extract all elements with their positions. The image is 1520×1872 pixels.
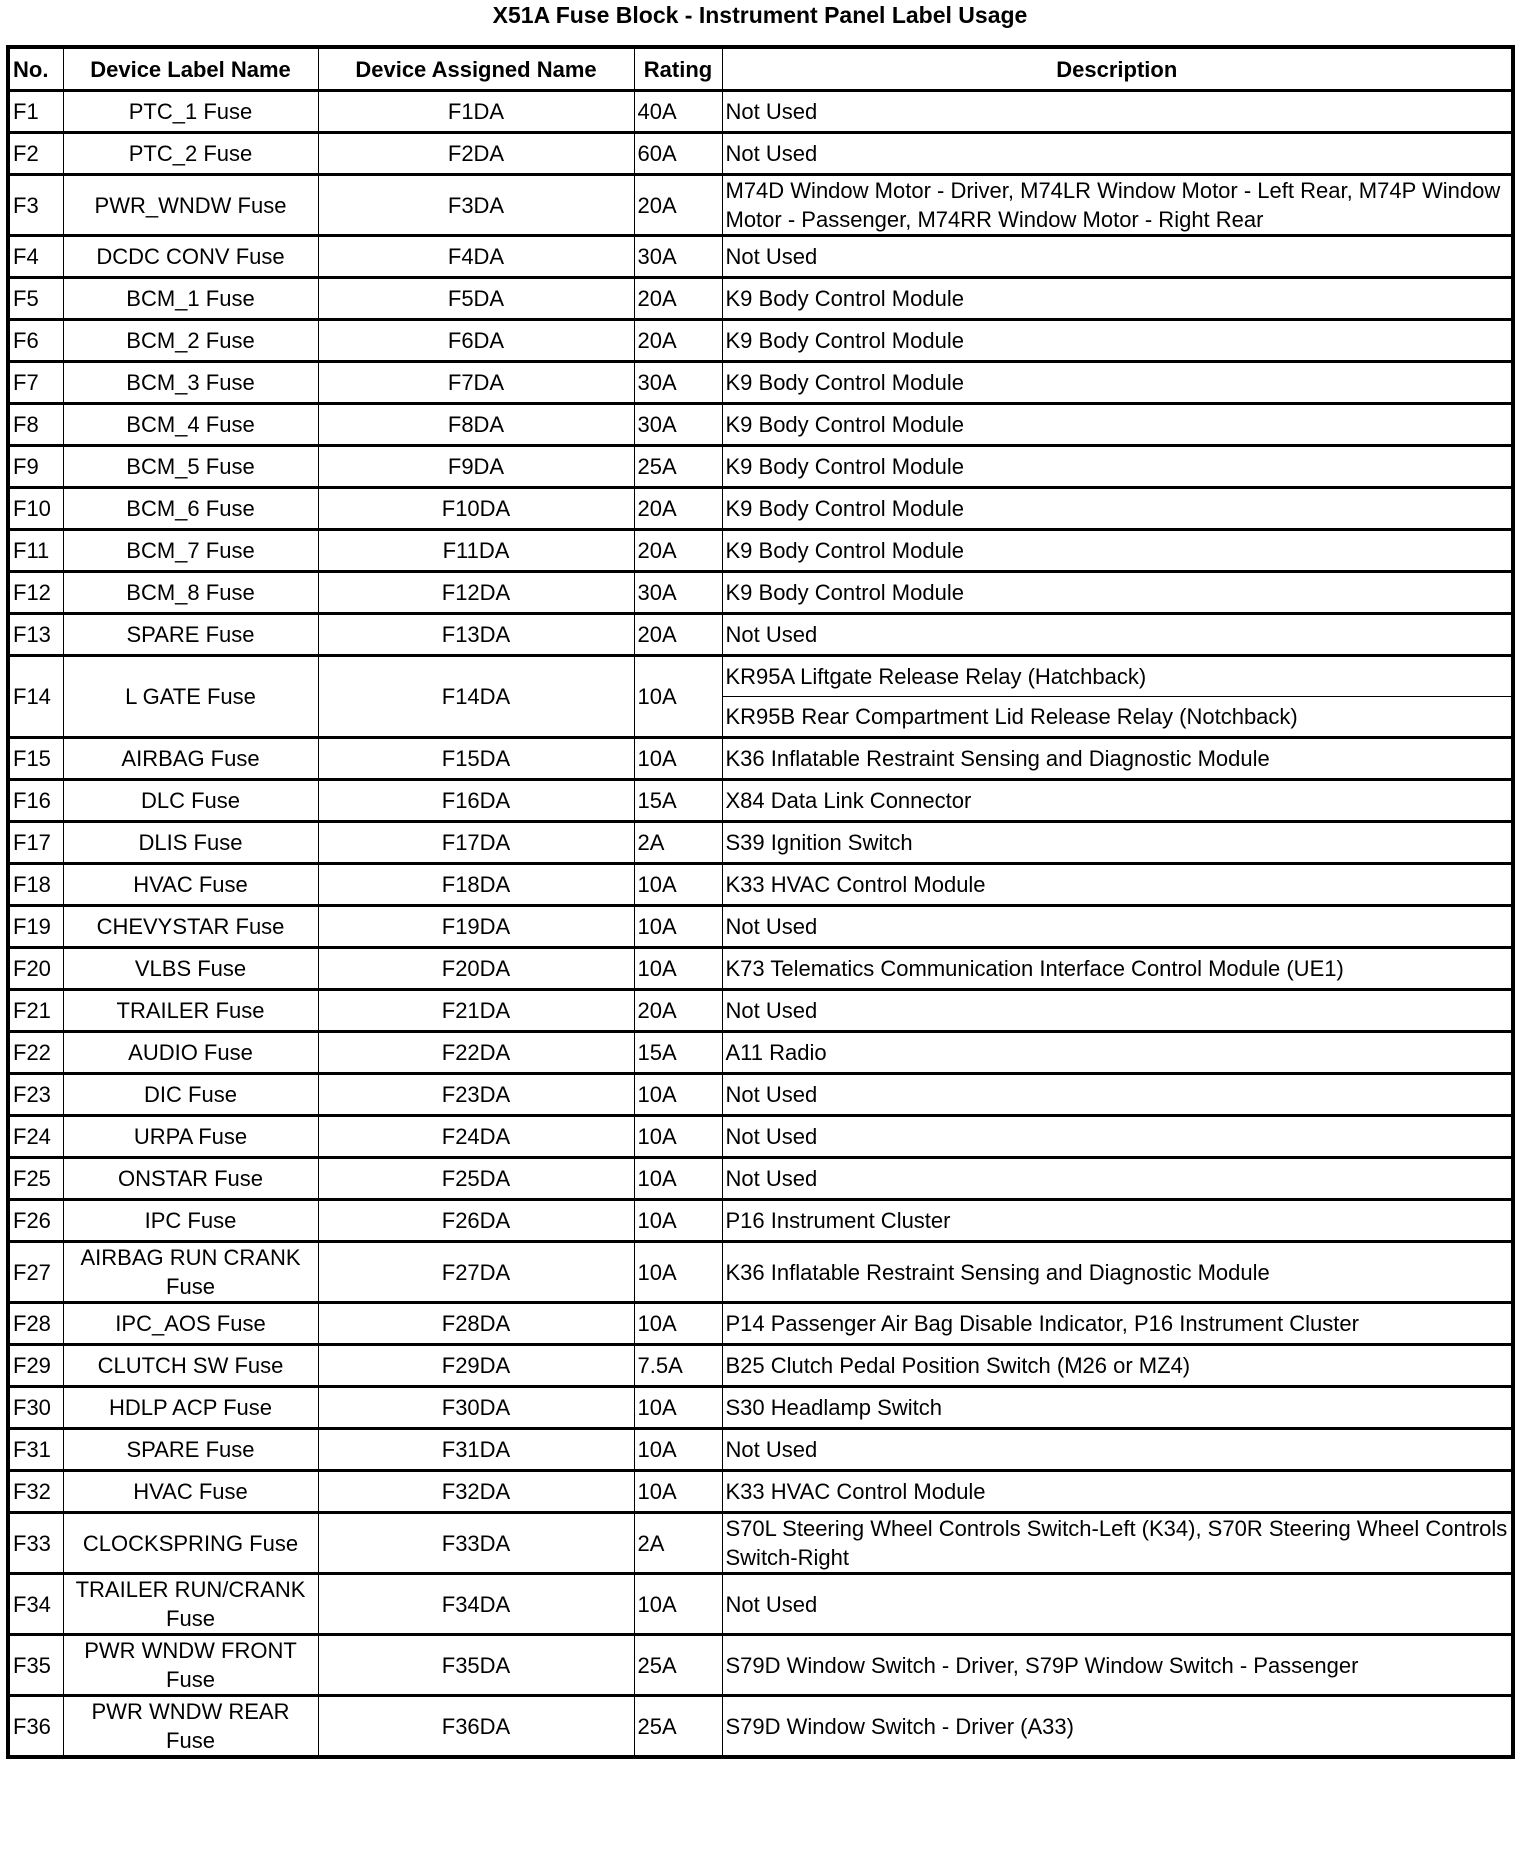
fuse-number: F19: [8, 906, 63, 948]
description: Not Used: [722, 236, 1513, 278]
fuse-number: F6: [8, 320, 63, 362]
device-label-name: PTC_2 Fuse: [63, 133, 318, 175]
rating: 10A: [634, 738, 722, 780]
device-label-name: CHEVYSTAR Fuse: [63, 906, 318, 948]
device-label-name: BCM_5 Fuse: [63, 446, 318, 488]
description: Not Used: [722, 1116, 1513, 1158]
device-assigned-name: F32DA: [318, 1471, 634, 1513]
device-assigned-name: F36DA: [318, 1696, 634, 1758]
device-label-name: L GATE Fuse: [63, 656, 318, 738]
device-label-name: IPC Fuse: [63, 1200, 318, 1242]
device-assigned-name: F5DA: [318, 278, 634, 320]
rating: 20A: [634, 488, 722, 530]
device-label-name: SPARE Fuse: [63, 1429, 318, 1471]
device-label-name: ONSTAR Fuse: [63, 1158, 318, 1200]
fuse-number: F31: [8, 1429, 63, 1471]
device-label-name: TRAILER RUN/CRANK Fuse: [63, 1574, 318, 1635]
rating: 30A: [634, 236, 722, 278]
rating: 10A: [634, 1387, 722, 1429]
device-assigned-name: F11DA: [318, 530, 634, 572]
fuse-number: F4: [8, 236, 63, 278]
fuse-number: F5: [8, 278, 63, 320]
rating: 20A: [634, 530, 722, 572]
fuse-number: F34: [8, 1574, 63, 1635]
device-assigned-name: F27DA: [318, 1242, 634, 1303]
table-row: [8, 1345, 1513, 1387]
description: Not Used: [722, 91, 1513, 133]
device-assigned-name: F10DA: [318, 488, 634, 530]
fuse-number: F11: [8, 530, 63, 572]
table-row: [8, 133, 1513, 175]
device-assigned-name: F12DA: [318, 572, 634, 614]
device-label-name: BCM_8 Fuse: [63, 572, 318, 614]
device-assigned-name: F29DA: [318, 1345, 634, 1387]
table-row: [8, 656, 1513, 697]
fuse-number: F36: [8, 1696, 63, 1758]
description: S79D Window Switch - Driver (A33): [722, 1696, 1513, 1758]
table-row: [8, 572, 1513, 614]
description: K9 Body Control Module: [722, 488, 1513, 530]
rating: 10A: [634, 948, 722, 990]
rating: 15A: [634, 780, 722, 822]
fuse-number: F10: [8, 488, 63, 530]
table-row: [8, 990, 1513, 1032]
device-assigned-name: F4DA: [318, 236, 634, 278]
table-row: [8, 738, 1513, 780]
fuse-number: F35: [8, 1635, 63, 1696]
rating: 2A: [634, 822, 722, 864]
device-label-name: CLOCKSPRING Fuse: [63, 1513, 318, 1574]
fuse-number: F16: [8, 780, 63, 822]
rating: 20A: [634, 614, 722, 656]
device-assigned-name: F15DA: [318, 738, 634, 780]
device-assigned-name: F17DA: [318, 822, 634, 864]
fuse-number: F7: [8, 362, 63, 404]
document-title: X51A Fuse Block - Instrument Panel Label Usage: [492, 2, 1028, 28]
device-assigned-name: F1DA: [318, 91, 634, 133]
device-assigned-name: F22DA: [318, 1032, 634, 1074]
description: Not Used: [722, 614, 1513, 656]
table-row: [8, 1200, 1513, 1242]
fuse-number: F27: [8, 1242, 63, 1303]
fuse-number: F2: [8, 133, 63, 175]
header-no: No.: [8, 47, 63, 91]
fuse-number: F26: [8, 1200, 63, 1242]
table-row: [8, 404, 1513, 446]
device-assigned-name: F21DA: [318, 990, 634, 1032]
rating: 30A: [634, 404, 722, 446]
rating: 25A: [634, 446, 722, 488]
table-row: [8, 1074, 1513, 1116]
device-assigned-name: F6DA: [318, 320, 634, 362]
table-row: [8, 906, 1513, 948]
rating: 20A: [634, 175, 722, 236]
rating: 10A: [634, 1303, 722, 1345]
fuse-number: F1: [8, 91, 63, 133]
device-label-name: AIRBAG RUN CRANK Fuse: [63, 1242, 318, 1303]
fuse-number: F12: [8, 572, 63, 614]
description: M74D Window Motor - Driver, M74LR Window Motor - Left Rear, M74P Window Motor - Passenger, M74RR Window Motor - Right Rear: [722, 175, 1513, 236]
description: Not Used: [722, 1158, 1513, 1200]
device-label-name: PWR_WNDW Fuse: [63, 175, 318, 236]
rating: 25A: [634, 1696, 722, 1758]
table-row: [8, 1303, 1513, 1345]
device-label-name: HVAC Fuse: [63, 864, 318, 906]
device-label-name: AIRBAG Fuse: [63, 738, 318, 780]
table-row: [8, 1158, 1513, 1200]
device-label-name: CLUTCH SW Fuse: [63, 1345, 318, 1387]
description: B25 Clutch Pedal Position Switch (M26 or MZ4): [722, 1345, 1513, 1387]
fuse-number: F18: [8, 864, 63, 906]
device-label-name: DIC Fuse: [63, 1074, 318, 1116]
description: K33 HVAC Control Module: [722, 864, 1513, 906]
description: S70L Steering Wheel Controls Switch-Left (K34), S70R Steering Wheel Controls Switch-Right: [722, 1513, 1513, 1574]
table-row: [8, 1574, 1513, 1635]
table-row: [8, 1032, 1513, 1074]
description: P16 Instrument Cluster: [722, 1200, 1513, 1242]
fuse-table: [6, 45, 1515, 1759]
table-row: [8, 1429, 1513, 1471]
description: K9 Body Control Module: [722, 278, 1513, 320]
table-row: [8, 236, 1513, 278]
device-assigned-name: F18DA: [318, 864, 634, 906]
device-label-name: HVAC Fuse: [63, 1471, 318, 1513]
rating: 30A: [634, 362, 722, 404]
header-label: Device Label Name: [63, 47, 318, 91]
fuse-number: F3: [8, 175, 63, 236]
description: K9 Body Control Module: [722, 446, 1513, 488]
description: Not Used: [722, 906, 1513, 948]
table-row: [8, 1635, 1513, 1696]
device-assigned-name: F19DA: [318, 906, 634, 948]
table-row: [8, 446, 1513, 488]
description: Not Used: [722, 1429, 1513, 1471]
fuse-number: F24: [8, 1116, 63, 1158]
rating: 10A: [634, 864, 722, 906]
device-label-name: PWR WNDW REAR Fuse: [63, 1696, 318, 1758]
rating: 10A: [634, 1471, 722, 1513]
device-assigned-name: F3DA: [318, 175, 634, 236]
rating: 20A: [634, 278, 722, 320]
fuse-number: F23: [8, 1074, 63, 1116]
device-label-name: BCM_1 Fuse: [63, 278, 318, 320]
fuse-number: F32: [8, 1471, 63, 1513]
header-assigned: Device Assigned Name: [318, 47, 634, 91]
device-label-name: BCM_7 Fuse: [63, 530, 318, 572]
rating: 2A: [634, 1513, 722, 1574]
device-assigned-name: F7DA: [318, 362, 634, 404]
header-rating: Rating: [634, 47, 722, 91]
fuse-number: F17: [8, 822, 63, 864]
description: K73 Telematics Communication Interface Control Module (UE1): [722, 948, 1513, 990]
device-label-name: DLIS Fuse: [63, 822, 318, 864]
rating: 10A: [634, 1429, 722, 1471]
description: A11 Radio: [722, 1032, 1513, 1074]
device-label-name: DLC Fuse: [63, 780, 318, 822]
device-assigned-name: F20DA: [318, 948, 634, 990]
fuse-number: F25: [8, 1158, 63, 1200]
device-label-name: IPC_AOS Fuse: [63, 1303, 318, 1345]
device-assigned-name: F13DA: [318, 614, 634, 656]
device-assigned-name: F25DA: [318, 1158, 634, 1200]
table-row: [8, 1387, 1513, 1429]
rating: 15A: [634, 1032, 722, 1074]
device-label-name: BCM_2 Fuse: [63, 320, 318, 362]
device-assigned-name: F24DA: [318, 1116, 634, 1158]
table-row: [8, 175, 1513, 236]
description: K9 Body Control Module: [722, 404, 1513, 446]
description: K9 Body Control Module: [722, 320, 1513, 362]
table-row: [8, 91, 1513, 133]
description: K9 Body Control Module: [722, 530, 1513, 572]
table-row: [8, 362, 1513, 404]
device-assigned-name: F9DA: [318, 446, 634, 488]
device-assigned-name: F31DA: [318, 1429, 634, 1471]
device-assigned-name: F23DA: [318, 1074, 634, 1116]
device-assigned-name: F33DA: [318, 1513, 634, 1574]
table-row: [8, 278, 1513, 320]
device-label-name: PTC_1 Fuse: [63, 91, 318, 133]
table-row: [8, 1242, 1513, 1303]
rating: 20A: [634, 320, 722, 362]
device-assigned-name: F28DA: [318, 1303, 634, 1345]
table-row: [8, 1513, 1513, 1574]
table-row: [8, 1116, 1513, 1158]
device-assigned-name: F34DA: [318, 1574, 634, 1635]
fuse-number: F20: [8, 948, 63, 990]
fuse-number: F13: [8, 614, 63, 656]
table-row: [8, 822, 1513, 864]
description: Not Used: [722, 133, 1513, 175]
table-row: [8, 320, 1513, 362]
rating: 20A: [634, 990, 722, 1032]
device-assigned-name: F14DA: [318, 656, 634, 738]
fuse-number: F33: [8, 1513, 63, 1574]
device-label-name: VLBS Fuse: [63, 948, 318, 990]
fuse-number: F9: [8, 446, 63, 488]
description: S39 Ignition Switch: [722, 822, 1513, 864]
device-label-name: URPA Fuse: [63, 1116, 318, 1158]
description: K36 Inflatable Restraint Sensing and Diagnostic Module: [722, 1242, 1513, 1303]
fuse-number: F14: [8, 656, 63, 738]
description: K36 Inflatable Restraint Sensing and Diagnostic Module: [722, 738, 1513, 780]
description: P14 Passenger Air Bag Disable Indicator, P16 Instrument Cluster: [722, 1303, 1513, 1345]
table-row: [8, 780, 1513, 822]
fuse-number: F21: [8, 990, 63, 1032]
device-assigned-name: F30DA: [318, 1387, 634, 1429]
rating: 30A: [634, 572, 722, 614]
device-label-name: AUDIO Fuse: [63, 1032, 318, 1074]
fuse-number: F22: [8, 1032, 63, 1074]
description: Not Used: [722, 990, 1513, 1032]
rating: 10A: [634, 656, 722, 738]
device-assigned-name: F2DA: [318, 133, 634, 175]
device-assigned-name: F26DA: [318, 1200, 634, 1242]
description: X84 Data Link Connector: [722, 780, 1513, 822]
fuse-number: F30: [8, 1387, 63, 1429]
rating: 25A: [634, 1635, 722, 1696]
header-description: Description: [722, 47, 1513, 91]
table-row: [8, 948, 1513, 990]
device-label-name: TRAILER Fuse: [63, 990, 318, 1032]
device-label-name: BCM_3 Fuse: [63, 362, 318, 404]
fuse-number: F8: [8, 404, 63, 446]
rating: 10A: [634, 1074, 722, 1116]
device-label-name: BCM_6 Fuse: [63, 488, 318, 530]
rating: 10A: [634, 906, 722, 948]
device-label-name: SPARE Fuse: [63, 614, 318, 656]
device-label-name: PWR WNDW FRONT Fuse: [63, 1635, 318, 1696]
fuse-number: F28: [8, 1303, 63, 1345]
rating: 10A: [634, 1158, 722, 1200]
description: K33 HVAC Control Module: [722, 1471, 1513, 1513]
description: KR95A Liftgate Release Relay (Hatchback): [722, 656, 1513, 697]
device-assigned-name: F16DA: [318, 780, 634, 822]
table-row: [8, 864, 1513, 906]
description: KR95B Rear Compartment Lid Release Relay (Notchback): [722, 697, 1513, 738]
rating: 60A: [634, 133, 722, 175]
rating: 10A: [634, 1574, 722, 1635]
table-row: [8, 1471, 1513, 1513]
description: K9 Body Control Module: [722, 572, 1513, 614]
device-assigned-name: F8DA: [318, 404, 634, 446]
table-row: [8, 530, 1513, 572]
rating: 10A: [634, 1116, 722, 1158]
description: Not Used: [722, 1574, 1513, 1635]
device-assigned-name: F35DA: [318, 1635, 634, 1696]
rating: 7.5A: [634, 1345, 722, 1387]
device-label-name: BCM_4 Fuse: [63, 404, 318, 446]
table-row: [8, 614, 1513, 656]
description: S30 Headlamp Switch: [722, 1387, 1513, 1429]
description: Not Used: [722, 1074, 1513, 1116]
rating: 10A: [634, 1242, 722, 1303]
header-row: [8, 47, 1513, 91]
table-row: [8, 488, 1513, 530]
device-label-name: HDLP ACP Fuse: [63, 1387, 318, 1429]
rating: 10A: [634, 1200, 722, 1242]
description: S79D Window Switch - Driver, S79P Window Switch - Passenger: [722, 1635, 1513, 1696]
fuse-number: F15: [8, 738, 63, 780]
description: K9 Body Control Module: [722, 362, 1513, 404]
device-label-name: DCDC CONV Fuse: [63, 236, 318, 278]
rating: 40A: [634, 91, 722, 133]
table-row: [8, 1696, 1513, 1758]
fuse-number: F29: [8, 1345, 63, 1387]
